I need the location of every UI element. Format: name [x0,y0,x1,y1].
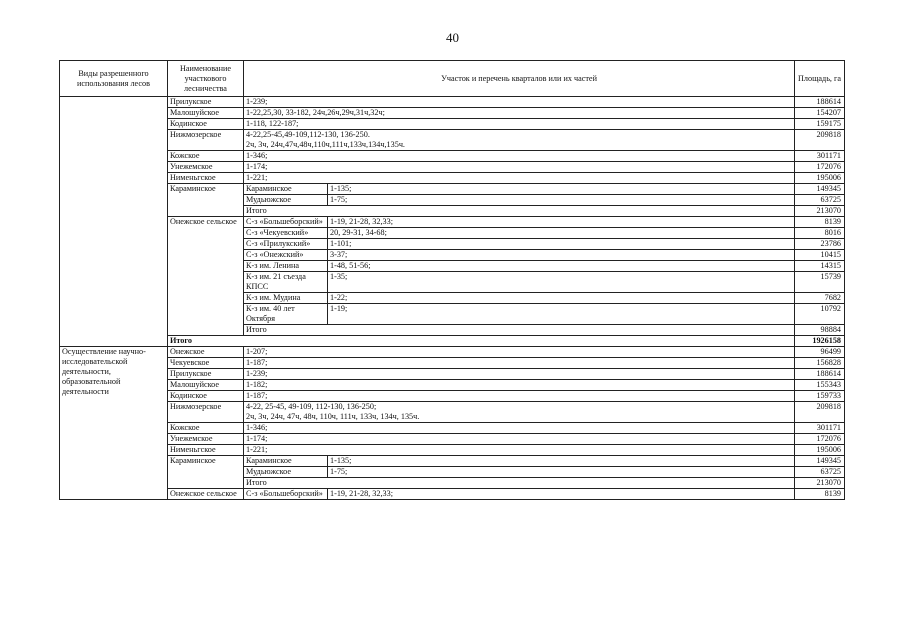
quarters-cell: 1-19; [328,304,795,325]
forestry-cell: Кодинское [168,391,244,402]
table-row [60,108,845,119]
subunit-cell: С-з «Прилукский» [244,239,328,250]
quarters-cell: 1-101; [328,239,795,250]
area-cell: 15739 [795,272,845,293]
quarters-line: 2ч, 3ч, 24ч,47ч,48ч,110ч,111ч,133ч,134ч,135ч. [246,140,405,149]
quarters-cell: 1-19, 21-28, 32,33; [328,489,795,500]
area-cell: 156828 [795,358,845,369]
header-use-type: Виды разрешенного использования лесов [60,61,168,97]
quarters-line: 4-22,25-45,49-109,112-130, 136-250. [246,130,370,139]
quarters-cell [244,130,795,151]
forestry-cell: Нижмозерское [168,402,244,423]
area-cell: 8139 [795,217,845,228]
subtotal-label: Итого [244,325,795,336]
table-row [60,489,845,500]
area-cell: 188614 [795,97,845,108]
quarters-cell: 1-19, 21-28, 32,33; [328,217,795,228]
subunit-cell: К-з им. 40 лет Октября [244,304,328,325]
table-row [60,380,845,391]
area-cell: 213070 [795,206,845,217]
quarters-cell: 1-174; [244,434,795,445]
quarters-cell: 1-221; [244,173,795,184]
area-cell: 8016 [795,228,845,239]
page-number: 40 [446,30,459,45]
subunit-cell: С-з «Большеборский» [244,217,328,228]
forestry-cell: Онежское сельское [168,217,244,336]
forestry-cell: Прилукское [168,97,244,108]
use-type-cell [60,97,168,347]
area-cell: 195006 [795,173,845,184]
subunit-cell: К-з им. 21 съезда КПСС [244,272,328,293]
table-row [60,434,845,445]
table-row [60,347,845,358]
area-cell: 96499 [795,347,845,358]
table-row [60,184,845,195]
area-cell: 63725 [795,195,845,206]
header-forestry: Наименование участкового лесничества [168,61,244,97]
area-cell: 301171 [795,423,845,434]
table-row [60,217,845,228]
subunit-cell: К-з им. Мудина [244,293,328,304]
quarters-cell: 1-221; [244,445,795,456]
area-cell: 195006 [795,445,845,456]
forestry-cell: Малошуйское [168,380,244,391]
quarters-cell: 1-75; [328,467,795,478]
quarters-cell: 1-346; [244,423,795,434]
header-quarters: Участок и перечень кварталов или их частей [244,61,795,97]
table-row [60,97,845,108]
area-cell: 155343 [795,380,845,391]
table-row [60,445,845,456]
area-cell: 154207 [795,108,845,119]
forestry-cell: Караминское [168,456,244,489]
table-row [60,162,845,173]
quarters-cell [244,402,795,423]
total-area-cell: 1926158 [795,336,845,347]
area-cell: 10415 [795,250,845,261]
forestry-cell: Чекуевское [168,358,244,369]
quarters-cell: 1-239; [244,369,795,380]
area-cell: 10792 [795,304,845,325]
quarters-cell: 1-48, 51-56; [328,261,795,272]
quarters-cell: 1-182; [244,380,795,391]
quarters-cell: 1-187; [244,358,795,369]
area-cell: 7682 [795,293,845,304]
use-type-cell: Осуществление научно-исследовательской деятельности, образовательной деятельности [60,347,168,500]
forestry-cell: Унежемское [168,162,244,173]
subunit-cell: С-з «Большеборский» [244,489,328,500]
area-cell: 8139 [795,489,845,500]
subtotal-label: Итого [244,478,795,489]
quarters-cell: 1-22; [328,293,795,304]
total-label: Итого [168,336,795,347]
forestry-cell: Унежемское [168,434,244,445]
table-row [60,456,845,467]
area-cell: 172076 [795,434,845,445]
quarters-cell: 1-174; [244,162,795,173]
forestry-cell: Кодинское [168,119,244,130]
area-cell: 209818 [795,402,845,423]
forestry-cell: Кожское [168,423,244,434]
forestry-cell: Малошуйское [168,108,244,119]
subunit-cell: К-з им. Ленина [244,261,328,272]
area-cell: 301171 [795,151,845,162]
quarters-line: 4-22, 25-45, 49-109, 112-130, 136-250; [246,402,377,411]
area-cell: 172076 [795,162,845,173]
quarters-cell: 1-75; [328,195,795,206]
table-row [60,336,845,347]
header-area: Площадь, га [795,61,845,97]
forestry-cell: Караминское [168,184,244,217]
area-cell: 188614 [795,369,845,380]
quarters-cell: 1-346; [244,151,795,162]
quarters-cell: 1-239; [244,97,795,108]
subunit-cell: Караминское [244,184,328,195]
area-cell: 149345 [795,456,845,467]
subunit-cell: Мудьюжское [244,467,328,478]
forestry-cell: Нименьгское [168,445,244,456]
area-cell: 159175 [795,119,845,130]
forest-use-table [59,60,845,500]
table-row [60,130,845,151]
area-cell: 23786 [795,239,845,250]
table-row [60,423,845,434]
forestry-cell: Онежское [168,347,244,358]
quarters-cell: 20, 29-31, 34-68; [328,228,795,239]
quarters-cell: 1-135; [328,184,795,195]
area-cell: 209818 [795,130,845,151]
quarters-cell: 1-135; [328,456,795,467]
quarters-cell: 1-118, 122-187; [244,119,795,130]
area-cell: 14315 [795,261,845,272]
table-row [60,391,845,402]
subunit-cell: Мудьюжское [244,195,328,206]
quarters-cell: 1-35; [328,272,795,293]
table-header-row [60,61,845,97]
table-row [60,358,845,369]
quarters-line: 2ч, 3ч, 24ч, 47ч, 48ч, 110ч, 111ч, 133ч, 134ч, 135ч. [246,412,420,421]
subunit-cell: С-з «Онежский» [244,250,328,261]
forestry-cell: Нижмозерское [168,130,244,151]
quarters-cell: 1-207; [244,347,795,358]
table-row [60,369,845,380]
area-cell: 98884 [795,325,845,336]
subunit-cell: С-з «Чекуевский» [244,228,328,239]
table-row [60,119,845,130]
subtotal-label: Итого [244,206,795,217]
forestry-cell: Кожское [168,151,244,162]
quarters-cell: 1-22,25,30, 33-182, 24ч,26ч,29ч,31ч,32ч; [244,108,795,119]
table-row [60,173,845,184]
area-cell: 149345 [795,184,845,195]
area-cell: 159733 [795,391,845,402]
area-cell: 213070 [795,478,845,489]
forestry-cell: Нименьгское [168,173,244,184]
table-row [60,151,845,162]
forestry-cell: Прилукское [168,369,244,380]
area-cell: 63725 [795,467,845,478]
subunit-cell: Караминское [244,456,328,467]
quarters-cell: 1-187; [244,391,795,402]
table-row [60,402,845,423]
quarters-cell: 3-37; [328,250,795,261]
forestry-cell: Онежское сельское [168,489,244,500]
